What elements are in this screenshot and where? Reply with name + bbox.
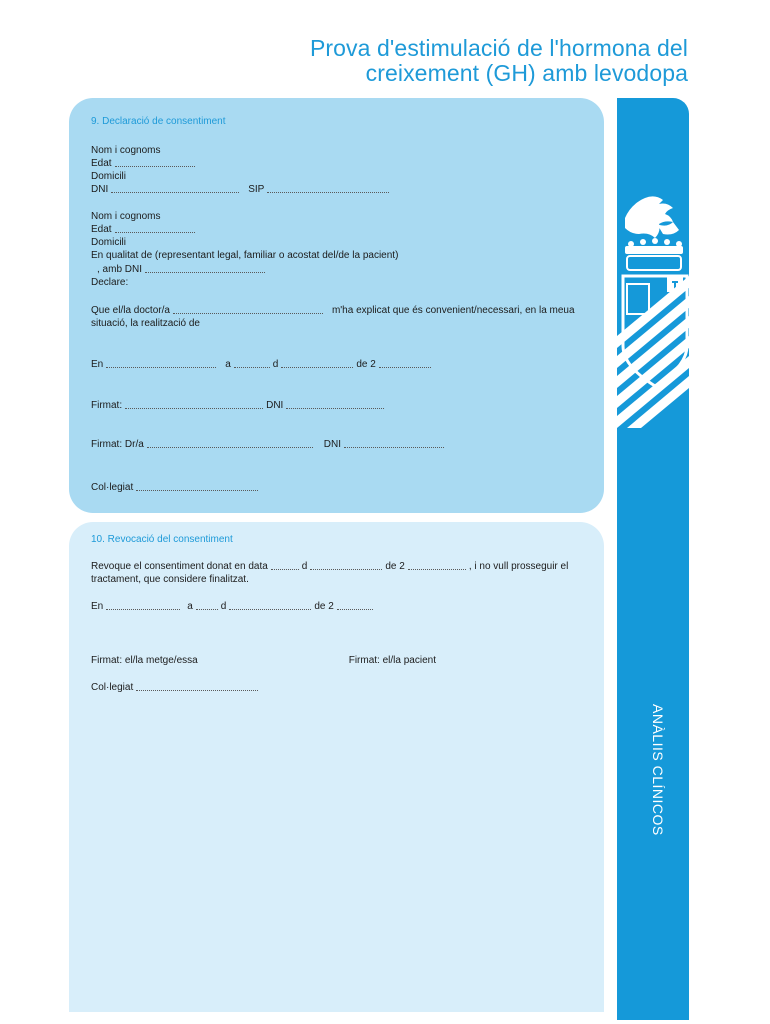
- title-line-2: creixement (GH) amb levodopa: [365, 60, 688, 86]
- field-realitzacio[interactable]: situació, la realització de: [91, 318, 200, 329]
- field-collegiat-1[interactable]: Col·legiat: [91, 480, 592, 493]
- field-nom-2[interactable]: Nom i cognoms: [91, 211, 161, 222]
- field-collegiat-2[interactable]: Col·legiat: [91, 680, 592, 693]
- section-9-title: 9. Declaració de consentiment: [91, 116, 226, 127]
- field-domicili-1[interactable]: Domicili: [91, 171, 126, 182]
- section-10-title: 10. Revocació del consentiment: [91, 534, 233, 545]
- field-firmat-dni[interactable]: Firmat: DNI: [91, 398, 592, 411]
- tractament-text: tractament, que considere finalitzat.: [91, 574, 249, 585]
- sidebar-band: [617, 98, 689, 1020]
- declare-label: Declare:: [91, 277, 129, 288]
- document-title: [310, 36, 688, 86]
- generalitat-valenciana-logo-icon: [617, 98, 689, 428]
- firmat-pacient-label: Firmat: el/la pacient: [348, 655, 436, 666]
- field-realitzacio-cont[interactable]: [91, 330, 592, 343]
- field-domicili-2[interactable]: Domicili: [91, 237, 126, 248]
- consent-revocation-panel: [69, 522, 604, 1012]
- firmat-metge-label: Firmat: el/la metge/essa: [91, 655, 198, 666]
- title-line-1: Prova d'estimulació de l'hormona del: [309, 35, 688, 61]
- field-edat-1[interactable]: Edat: [91, 156, 592, 169]
- field-nom-1[interactable]: Nom i cognoms: [91, 145, 161, 156]
- field-en-qualitat[interactable]: En qualitat de (representant legal, familiar o acostat del/de la pacient): [91, 250, 399, 261]
- field-lloc-data-2[interactable]: En a d de 2: [91, 599, 592, 612]
- field-firmat-dr[interactable]: Firmat: Dr/a DNI: [91, 437, 592, 450]
- signature-labels: [91, 653, 592, 666]
- field-revoque-data[interactable]: Revoque el consentiment donat en data d de 2 , i no vull prosseguir el: [91, 561, 569, 572]
- field-lloc-data-1[interactable]: En a d de 2: [91, 357, 592, 370]
- field-doctor[interactable]: Que el/la doctor/a m'ha explicat que és convenient/necessari, en la meua: [91, 305, 575, 316]
- consent-declaration-panel: [69, 98, 604, 513]
- field-edat-2[interactable]: Edat: [91, 222, 592, 235]
- field-dni-sip-1[interactable]: DNI SIP: [91, 182, 592, 195]
- field-amb-dni[interactable]: , amb DNI: [91, 262, 592, 275]
- sidebar-label: ANÀLIIS CLÍNICOS: [650, 704, 666, 836]
